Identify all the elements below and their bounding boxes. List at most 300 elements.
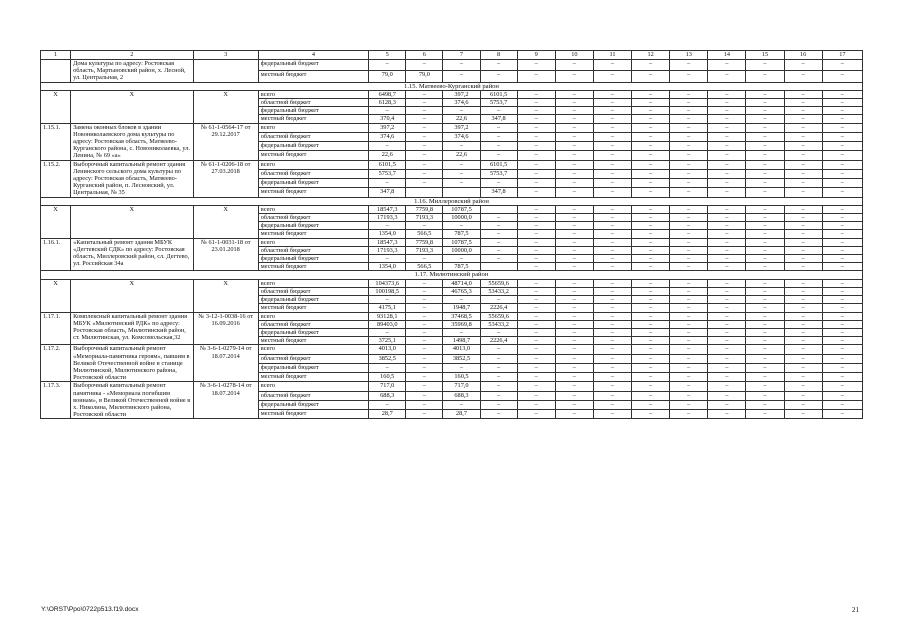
table-row (41, 90, 863, 98)
item-description: X (71, 205, 193, 238)
empty-year-cell: – (822, 304, 862, 312)
amount-cell: 37468,5 (443, 312, 480, 320)
empty-year-cell: – (784, 214, 822, 222)
permit-number: X (193, 279, 258, 312)
empty-year-cell: – (708, 263, 746, 271)
column-number: 6 (406, 51, 443, 60)
empty-year-cell: – (632, 255, 670, 263)
empty-year-cell: – (784, 99, 822, 107)
item-id: 1.15.2. (41, 160, 71, 197)
amount-cell: – (406, 60, 443, 71)
empty-year-cell: – (784, 90, 822, 98)
section-title: 1.15. Матвеево-Курганский район (41, 82, 863, 90)
empty-year-cell: – (670, 373, 708, 382)
empty-year-cell: – (784, 410, 822, 419)
funding-source: всего (258, 345, 368, 354)
empty-year-cell: – (555, 90, 593, 98)
empty-year-cell: – (784, 151, 822, 160)
amount-cell: 397,2 (443, 90, 480, 98)
empty-year-cell: – (670, 238, 708, 246)
empty-year-cell: – (746, 115, 784, 123)
empty-year-cell: – (670, 287, 708, 295)
empty-year-cell: – (746, 123, 784, 132)
amount-cell: – (443, 363, 480, 372)
empty-year-cell: – (555, 188, 593, 197)
funding-source: областной бюджет (258, 246, 368, 254)
empty-year-cell: – (670, 391, 708, 400)
empty-year-cell: – (822, 222, 862, 230)
amount-cell: 6101,5 (480, 160, 517, 169)
empty-year-cell: – (708, 238, 746, 246)
amount-cell: – (406, 107, 443, 115)
empty-year-cell: – (517, 71, 555, 82)
empty-year-cell: – (746, 107, 784, 115)
empty-year-cell: – (784, 337, 822, 345)
amount-cell: – (406, 304, 443, 312)
page-number: 21 (852, 606, 859, 614)
permit-number: № 3-6-1-0278-14 от 18.07.2014 (193, 382, 258, 419)
empty-year-cell: – (822, 279, 862, 287)
empty-year-cell: – (784, 345, 822, 354)
empty-year-cell: – (632, 123, 670, 132)
funding-source: всего (258, 90, 368, 98)
empty-year-cell: – (593, 60, 631, 71)
empty-year-cell: – (632, 263, 670, 271)
funding-source: всего (258, 238, 368, 246)
amount-cell: 717,0 (443, 382, 480, 391)
empty-year-cell: – (555, 169, 593, 178)
amount-cell: 10000,0 (443, 214, 480, 222)
empty-year-cell: – (593, 304, 631, 312)
empty-year-cell: – (784, 115, 822, 123)
column-number: 3 (193, 51, 258, 60)
empty-year-cell: – (555, 132, 593, 141)
amount-cell: – (480, 345, 517, 354)
amount-cell: – (480, 60, 517, 71)
amount-cell: 18547,3 (369, 205, 406, 213)
empty-year-cell: – (746, 263, 784, 271)
amount-cell: – (480, 214, 517, 222)
empty-year-cell: – (822, 410, 862, 419)
empty-year-cell: – (708, 255, 746, 263)
column-number: 1 (41, 51, 71, 60)
empty-year-cell: – (593, 391, 631, 400)
amount-cell: – (406, 337, 443, 345)
empty-year-cell: – (517, 304, 555, 312)
empty-year-cell: – (670, 214, 708, 222)
empty-year-cell: – (517, 296, 555, 304)
empty-year-cell: – (708, 373, 746, 382)
amount-cell: – (480, 71, 517, 82)
empty-year-cell: – (746, 391, 784, 400)
empty-year-cell: – (708, 304, 746, 312)
column-number: 7 (443, 51, 480, 60)
funding-source: федеральный бюджет (258, 179, 368, 188)
empty-year-cell: – (517, 363, 555, 372)
amount-cell: 4013,0 (369, 345, 406, 354)
permit-number: № 61-1-0206-18 от 27.03.2018 (193, 160, 258, 197)
empty-year-cell: – (593, 107, 631, 115)
footer-file-path: Y:\ORST\Ppo\0722p513.f19.docx (41, 606, 139, 613)
empty-year-cell: – (822, 169, 862, 178)
empty-year-cell: – (822, 99, 862, 107)
empty-year-cell: – (822, 337, 862, 345)
empty-year-cell: – (670, 90, 708, 98)
funding-source: местный бюджет (258, 115, 368, 123)
empty-year-cell: – (517, 214, 555, 222)
column-number: 8 (480, 51, 517, 60)
funding-source: федеральный бюджет (258, 363, 368, 372)
empty-year-cell: – (632, 107, 670, 115)
permit-number: № 3-12-1-0038-16 от 16.09.2016 (193, 312, 258, 345)
empty-year-cell: – (517, 60, 555, 71)
item-id: X (41, 90, 71, 123)
empty-year-cell: – (670, 169, 708, 178)
empty-year-cell: – (632, 400, 670, 409)
amount-cell: – (480, 296, 517, 304)
empty-year-cell: – (708, 354, 746, 363)
amount-cell: 347,8 (480, 115, 517, 123)
empty-year-cell: – (746, 363, 784, 372)
item-id: X (41, 279, 71, 312)
empty-year-cell: – (555, 255, 593, 263)
amount-cell: 3852,5 (443, 354, 480, 363)
budget-table (40, 50, 863, 419)
permit-number (193, 60, 258, 83)
table-body (41, 51, 863, 419)
amount-cell: – (480, 363, 517, 372)
amount-cell: – (443, 160, 480, 169)
empty-year-cell: – (555, 71, 593, 82)
empty-year-cell: – (784, 222, 822, 230)
empty-year-cell: – (670, 296, 708, 304)
funding-source: областной бюджет (258, 132, 368, 141)
amount-cell: – (443, 60, 480, 71)
empty-year-cell: – (670, 345, 708, 354)
empty-year-cell: – (517, 99, 555, 107)
amount-cell: 17193,3 (369, 214, 406, 222)
amount-cell: 397,2 (369, 123, 406, 132)
empty-year-cell: – (822, 363, 862, 372)
empty-year-cell: – (746, 90, 784, 98)
empty-year-cell: – (632, 391, 670, 400)
empty-year-cell: – (632, 230, 670, 238)
amount-cell: 22,6 (443, 115, 480, 123)
empty-year-cell: – (822, 391, 862, 400)
amount-cell: 160,5 (369, 373, 406, 382)
empty-year-cell: – (708, 99, 746, 107)
amount-cell: 374,6 (443, 132, 480, 141)
amount-cell (480, 263, 517, 271)
empty-year-cell: – (784, 382, 822, 391)
empty-year-cell: – (632, 279, 670, 287)
empty-year-cell: – (784, 123, 822, 132)
empty-year-cell: – (708, 382, 746, 391)
empty-year-cell: – (555, 142, 593, 151)
empty-year-cell: – (822, 382, 862, 391)
amount-cell: 10000,0 (443, 246, 480, 254)
empty-year-cell: – (670, 312, 708, 320)
empty-year-cell: – (670, 328, 708, 336)
section-row (41, 271, 863, 279)
amount-cell: – (406, 160, 443, 169)
funding-source: областной бюджет (258, 354, 368, 363)
empty-year-cell: – (517, 263, 555, 271)
empty-year-cell: – (822, 230, 862, 238)
empty-year-cell: – (632, 345, 670, 354)
amount-cell (406, 188, 443, 197)
empty-year-cell: – (784, 238, 822, 246)
empty-year-cell: – (632, 179, 670, 188)
empty-year-cell: – (555, 230, 593, 238)
amount-cell: – (406, 391, 443, 400)
empty-year-cell: – (822, 238, 862, 246)
empty-year-cell: – (746, 279, 784, 287)
empty-year-cell: – (555, 337, 593, 345)
funding-source: всего (258, 123, 368, 132)
amount-cell: – (406, 115, 443, 123)
empty-year-cell: – (784, 263, 822, 271)
funding-source: областной бюджет (258, 320, 368, 328)
empty-year-cell: – (822, 115, 862, 123)
empty-year-cell: – (632, 71, 670, 82)
empty-year-cell: – (670, 151, 708, 160)
empty-year-cell: – (517, 222, 555, 230)
section-title: 1.17. Милютинский район (41, 271, 863, 279)
amount-cell: 48714,0 (443, 279, 480, 287)
amount-cell: – (369, 179, 406, 188)
empty-year-cell: – (555, 151, 593, 160)
empty-year-cell: – (746, 151, 784, 160)
empty-year-cell: – (593, 151, 631, 160)
amount-cell: – (480, 230, 517, 238)
amount-cell: 79,0 (406, 71, 443, 82)
amount-cell: 22,6 (443, 151, 480, 160)
amount-cell: 2226,4 (480, 304, 517, 312)
empty-year-cell: – (822, 345, 862, 354)
amount-cell: 6128,3 (369, 99, 406, 107)
funding-source: местный бюджет (258, 337, 368, 345)
empty-year-cell: – (822, 132, 862, 141)
empty-year-cell: – (593, 123, 631, 132)
amount-cell: – (406, 279, 443, 287)
empty-year-cell: – (746, 312, 784, 320)
empty-year-cell: – (784, 169, 822, 178)
empty-year-cell: – (517, 400, 555, 409)
empty-year-cell: – (822, 179, 862, 188)
empty-year-cell: – (708, 71, 746, 82)
empty-year-cell: – (784, 287, 822, 295)
amount-cell: – (480, 255, 517, 263)
empty-year-cell: – (593, 279, 631, 287)
amount-cell: 5753,7 (480, 169, 517, 178)
empty-year-cell: – (517, 151, 555, 160)
item-description: Выборочный капитальный ремонт здания Ленинского сельского дома культуры по адресу: Ростовская область, Матвеево-Курганский район, п. Лесновский, ул. Центральная, № 35 (71, 160, 193, 197)
amount-cell: 4013,0 (443, 345, 480, 354)
empty-year-cell: – (708, 400, 746, 409)
amount-cell: – (480, 382, 517, 391)
empty-year-cell: – (822, 320, 862, 328)
amount-cell (480, 205, 517, 213)
empty-year-cell: – (555, 382, 593, 391)
empty-year-cell: – (708, 230, 746, 238)
empty-year-cell: – (784, 304, 822, 312)
empty-year-cell: – (670, 222, 708, 230)
amount-cell: 1948,7 (443, 304, 480, 312)
amount-cell: 28,7 (369, 410, 406, 419)
empty-year-cell: – (555, 391, 593, 400)
column-number: 11 (593, 51, 631, 60)
empty-year-cell: – (822, 205, 862, 213)
empty-year-cell: – (784, 60, 822, 71)
item-id: 1.17.3. (41, 382, 71, 419)
table-row (41, 279, 863, 287)
empty-year-cell: – (670, 279, 708, 287)
amount-cell: 104373,6 (369, 279, 406, 287)
empty-year-cell: – (517, 373, 555, 382)
empty-year-cell: – (517, 312, 555, 320)
amount-cell: – (480, 151, 517, 160)
empty-year-cell: – (746, 246, 784, 254)
amount-cell: – (480, 354, 517, 363)
permit-number: № 3-6-1-0279-14 от 18.07.2014 (193, 345, 258, 382)
empty-year-cell: – (555, 123, 593, 132)
column-number: 16 (784, 51, 822, 60)
empty-year-cell: – (517, 107, 555, 115)
empty-year-cell: – (555, 312, 593, 320)
empty-year-cell: – (593, 255, 631, 263)
empty-year-cell: – (708, 222, 746, 230)
funding-source: федеральный бюджет (258, 255, 368, 263)
empty-year-cell: – (670, 320, 708, 328)
amount-cell: 10787,5 (443, 205, 480, 213)
empty-year-cell: – (555, 60, 593, 71)
amount-cell: – (480, 222, 517, 230)
empty-year-cell: – (670, 205, 708, 213)
column-number: 9 (517, 51, 555, 60)
empty-year-cell: – (555, 400, 593, 409)
empty-year-cell: – (593, 132, 631, 141)
empty-year-cell: – (746, 382, 784, 391)
empty-year-cell: – (517, 160, 555, 169)
empty-year-cell: – (517, 328, 555, 336)
amount-cell: – (480, 410, 517, 419)
empty-year-cell: – (632, 60, 670, 71)
amount-cell: 347,8 (369, 188, 406, 197)
empty-year-cell: – (555, 214, 593, 222)
funding-source: федеральный бюджет (258, 296, 368, 304)
empty-year-cell: – (670, 107, 708, 115)
empty-year-cell: – (593, 345, 631, 354)
column-number: 10 (555, 51, 593, 60)
amount-cell: – (406, 123, 443, 132)
funding-source: федеральный бюджет (258, 400, 368, 409)
amount-cell: – (480, 179, 517, 188)
empty-year-cell: – (746, 188, 784, 197)
empty-year-cell: – (822, 246, 862, 254)
empty-year-cell: – (670, 354, 708, 363)
empty-year-cell: – (670, 363, 708, 372)
empty-year-cell: – (746, 142, 784, 151)
empty-year-cell: – (708, 188, 746, 197)
item-id: 1.15.1. (41, 123, 71, 160)
funding-source: всего (258, 312, 368, 320)
column-number: 15 (746, 51, 784, 60)
empty-year-cell: – (822, 107, 862, 115)
empty-year-cell: – (632, 296, 670, 304)
empty-year-cell: – (555, 179, 593, 188)
empty-year-cell: – (822, 151, 862, 160)
empty-year-cell: – (708, 328, 746, 336)
amount-cell: – (406, 363, 443, 372)
amount-cell: 6498,7 (369, 90, 406, 98)
empty-year-cell: – (784, 255, 822, 263)
empty-year-cell: – (517, 391, 555, 400)
empty-year-cell: – (517, 345, 555, 354)
amount-cell: 79,0 (369, 71, 406, 82)
empty-year-cell: – (555, 205, 593, 213)
empty-year-cell: – (593, 312, 631, 320)
amount-cell: – (480, 142, 517, 151)
empty-year-cell: – (517, 132, 555, 141)
empty-year-cell: – (708, 205, 746, 213)
empty-year-cell: – (746, 320, 784, 328)
empty-year-cell: – (746, 214, 784, 222)
funding-source: местный бюджет (258, 263, 368, 271)
funding-source: областной бюджет (258, 214, 368, 222)
empty-year-cell: – (555, 345, 593, 354)
amount-cell: 5753,7 (480, 99, 517, 107)
empty-year-cell: – (708, 90, 746, 98)
empty-year-cell: – (670, 60, 708, 71)
empty-year-cell: – (593, 71, 631, 82)
amount-cell: 1498,7 (443, 337, 480, 345)
amount-cell: 53433,2 (480, 320, 517, 328)
amount-cell: – (369, 363, 406, 372)
amount-cell: – (443, 107, 480, 115)
empty-year-cell: – (784, 179, 822, 188)
empty-year-cell: – (632, 151, 670, 160)
amount-cell: – (480, 391, 517, 400)
amount-cell: 28,7 (443, 410, 480, 419)
amount-cell: 7759,8 (406, 238, 443, 246)
table-row (41, 238, 863, 246)
empty-year-cell: – (708, 169, 746, 178)
amount-cell: – (406, 373, 443, 382)
amount-cell: – (480, 132, 517, 141)
empty-year-cell: – (593, 169, 631, 178)
empty-year-cell: – (822, 123, 862, 132)
amount-cell: – (406, 312, 443, 320)
section-row (41, 82, 863, 90)
amount-cell: 688,3 (443, 391, 480, 400)
empty-year-cell: – (784, 312, 822, 320)
amount-cell: – (369, 296, 406, 304)
funding-source: областной бюджет (258, 99, 368, 107)
empty-year-cell: – (708, 410, 746, 419)
empty-year-cell: – (593, 400, 631, 409)
empty-year-cell: – (822, 60, 862, 71)
empty-year-cell: – (746, 169, 784, 178)
amount-cell: 688,3 (369, 391, 406, 400)
empty-year-cell: – (746, 60, 784, 71)
empty-year-cell: – (822, 90, 862, 98)
empty-year-cell: – (555, 363, 593, 372)
amount-cell: – (369, 400, 406, 409)
empty-year-cell: – (593, 238, 631, 246)
amount-cell: – (443, 179, 480, 188)
empty-year-cell: – (746, 354, 784, 363)
